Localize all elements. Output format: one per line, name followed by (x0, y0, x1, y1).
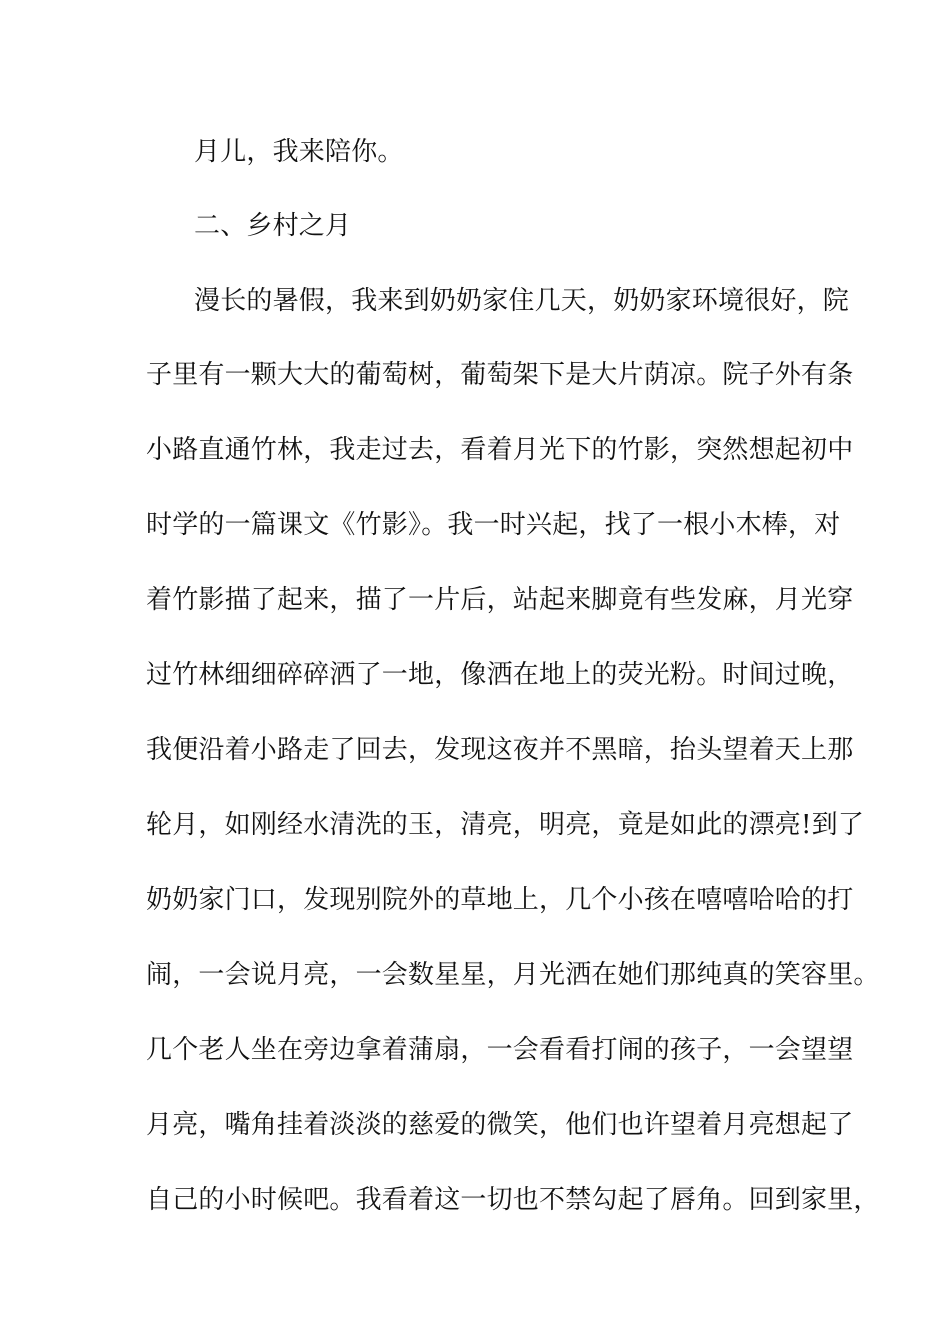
body-text-line: 几个老人坐在旁边拿着蒲扇，一会看看打闹的孩子，一会望望 (146, 1035, 854, 1065)
paragraph-closing-line: 月儿，我来陪你。 (194, 137, 404, 167)
body-text-line: 着竹影描了起来，描了一片后，站起来脚竟有些发麻，月光穿 (146, 585, 854, 615)
body-text-line: 子里有一颗大大的葡萄树，葡萄架下是大片荫凉。院子外有条 (146, 360, 854, 390)
body-text-line: 我便沿着小路走了回去，发现这夜并不黑暗，抬头望着天上那 (146, 735, 854, 765)
body-text-line: 奶奶家门口，发现别院外的草地上，几个小孩在嘻嘻哈哈的打 (146, 885, 854, 915)
body-text-line: 月亮，嘴角挂着淡淡的慈爱的微笑，他们也许望着月亮想起了 (146, 1110, 854, 1140)
body-text-line: 轮月，如刚经水清洗的玉，清亮，明亮，竟是如此的漂亮!到了 (146, 810, 865, 840)
body-text-line: 时学的一篇课文《竹影》。我一时兴起，找了一根小木棒，对 (146, 510, 841, 540)
section-heading: 二、乡村之月 (194, 211, 352, 241)
body-text-line: 闹，一会说月亮，一会数星星，月光洒在她们那纯真的笑容里。 (146, 960, 880, 990)
body-text-line: 小路直通竹林，我走过去，看着月光下的竹影，突然想起初中 (146, 435, 854, 465)
body-text-line: 过竹林细细碎碎洒了一地，像洒在地上的荧光粉。时间过晚， (146, 660, 854, 690)
body-text-line: 自己的小时候吧。我看着这一切也不禁勾起了唇角。回到家里， (146, 1185, 880, 1215)
body-text-line: 漫长的暑假，我来到奶奶家住几天，奶奶家环境很好，院 (194, 286, 850, 316)
